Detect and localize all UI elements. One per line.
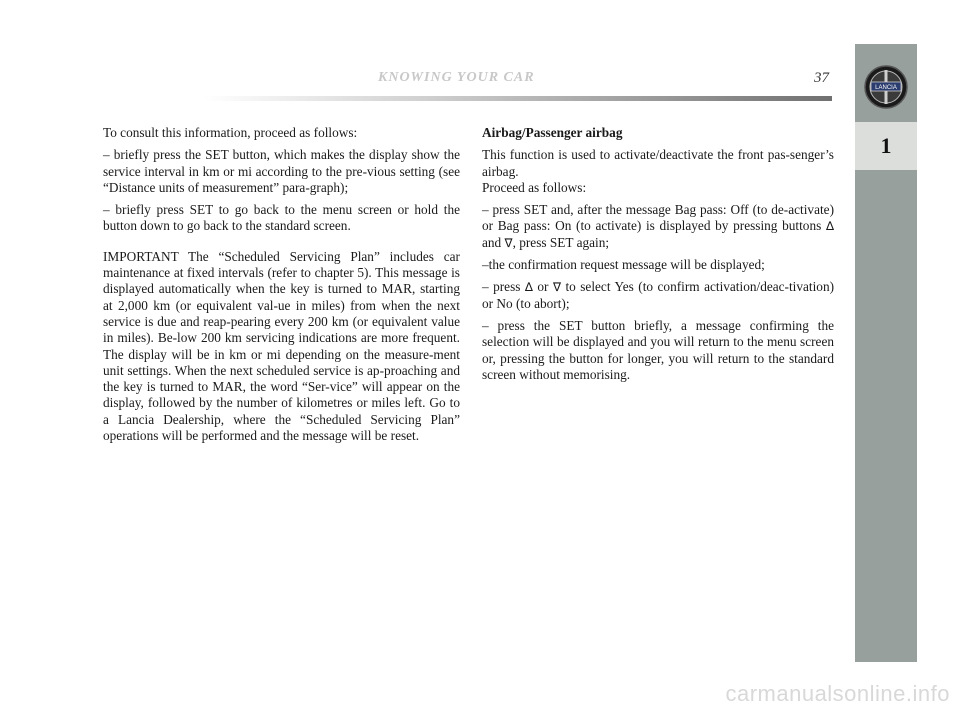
header-divider — [204, 96, 832, 101]
paragraph: – briefly press the SET button, which makes the display show the service interval in km or mi according to the pre-vious setting (see “Distance units of measurement” para-graph); — [103, 147, 460, 195]
paragraph-text: to select Yes (to confirm activation/deac-tivation) or No (to abort); — [482, 279, 835, 311]
up-arrow-icon: ∆ — [825, 219, 834, 234]
section-heading: Airbag/Passenger airbag — [482, 125, 623, 140]
lancia-logo-icon — [863, 64, 909, 110]
paragraph-text: , press SET again; — [512, 234, 610, 250]
paragraph: To consult this information, proceed as follows: — [103, 125, 358, 140]
paragraph-text: Proceed as follows: — [482, 179, 587, 195]
paragraph-text: – press — [482, 279, 521, 295]
page-number: 37 — [814, 70, 829, 86]
paragraph-text: This function is used to activate/deactivate the front pas-senger’s airbag. — [482, 147, 834, 179]
down-arrow-icon: ∇ — [552, 280, 561, 295]
down-arrow-icon: ∇ — [504, 235, 513, 250]
paragraph — [482, 147, 834, 196]
right-column — [482, 125, 834, 389]
logo-text: LANCIA — [875, 85, 897, 91]
section-title: KNOWING YOUR CAR — [378, 70, 535, 85]
important-note: IMPORTANT The “Scheduled Servicing Plan” includes car maintenance at fixed intervals (refer to chapter 5). This message is displayed automatically when the key is turned to MAR, starting at 2,000 km (or equivalent val-ue in miles) from when the next service is due and reap-pearing every 200 km (or equivalent value in miles). Be-low 200 km servicing indications are more frequent. The display will be in km or mi depending on the measure-ment unit settings. When the next scheduled service is ap-proaching and the key is turned to MAR, the word “Ser-vice” will appear on the display, followed by the number of kilometres or miles left. Go to a Lancia Dealership, where the “Scheduled Servicing Plan” operations will be performed and the message will be reset. — [103, 248, 460, 444]
paragraph — [482, 202, 834, 251]
left-column — [103, 125, 460, 450]
up-arrow-icon: ∆ — [524, 280, 533, 295]
watermark: carmanualsonline.info — [725, 681, 950, 706]
paragraph — [482, 279, 834, 312]
paragraph-text: or — [537, 279, 549, 295]
paragraph: –the confirmation request message will be displayed; — [482, 257, 765, 273]
paragraph-text: and — [482, 234, 502, 250]
chapter-tab: 1 — [855, 122, 917, 170]
paragraph-text: – press SET and, after the message Bag pass: Off (to de-activate) or Bag pass: On (to activate) is displayed by pressing buttons — [482, 202, 834, 234]
paragraph: – press the SET button briefly, a message confirming the selection will be displayed and you will return to the menu screen or, pressing the button for longer, you will return to the standard screen without memorising. — [482, 317, 834, 382]
paragraph: – briefly press SET to go back to the menu screen or hold the button down to go back to the standard screen. — [103, 202, 460, 234]
